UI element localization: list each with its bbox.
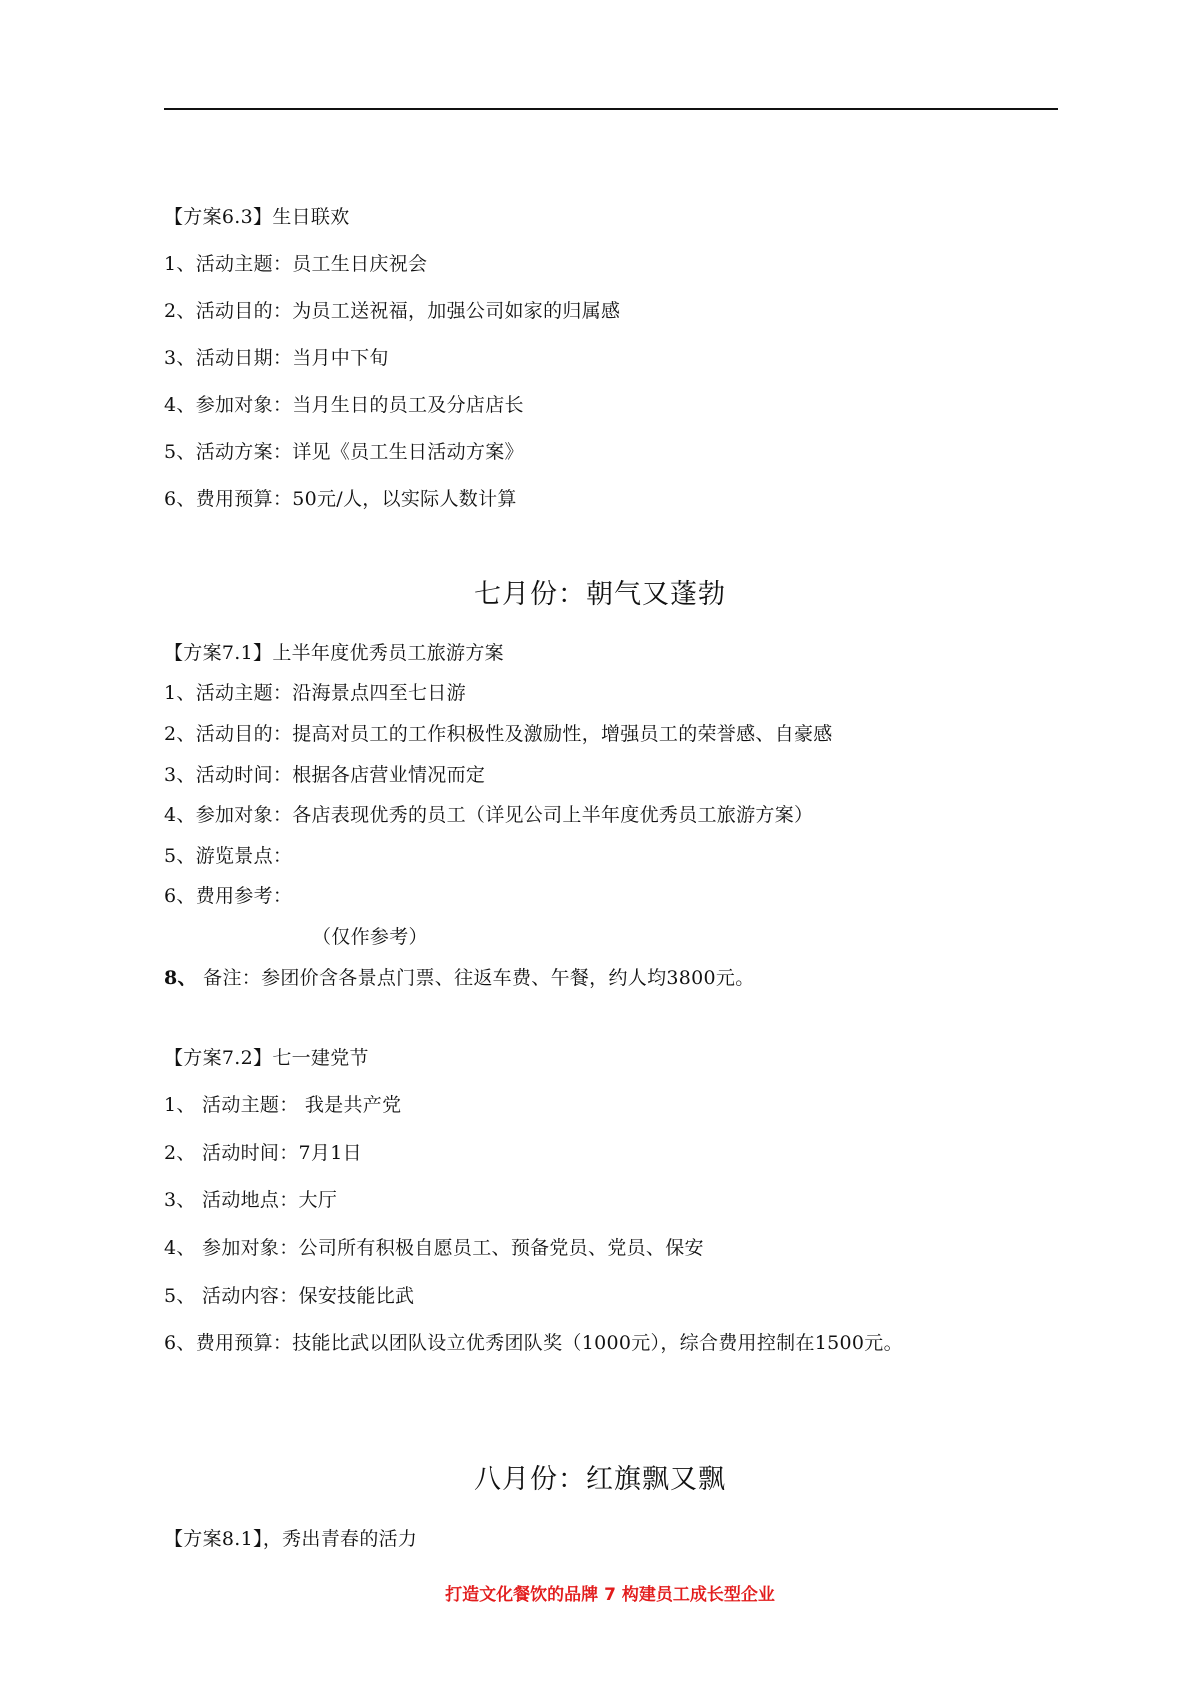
august-heading: 八月份：红旗飘又飘	[474, 1464, 726, 1495]
page-footer: 打造文化餐饮的品牌 7 构建员工成长型企业	[445, 1585, 775, 1605]
plan-7-1-reference-note: （仅作参考）	[312, 926, 428, 948]
plan-6-3-item-4: 4、参加对象：当月生日的员工及分店店长	[164, 394, 524, 416]
plan-7-2-title: 【方案7.2】七一建党节	[164, 1047, 369, 1069]
plan-7-2-item-3: 3、 活动地点：大厅	[164, 1189, 338, 1211]
plan-7-2-item-4: 4、 参加对象：公司所有积极自愿员工、预备党员、党员、保安	[164, 1237, 704, 1259]
plan-7-2-item-2: 2、 活动时间：7月1日	[164, 1142, 362, 1164]
plan-7-1-item-4: 4、参加对象：各店表现优秀的员工（详见公司上半年度优秀员工旅游方案）	[164, 804, 814, 826]
plan-7-1-item-2: 2、活动目的：提高对员工的工作积极性及激励性，增强员工的荣誉感、自豪感	[164, 723, 833, 745]
plan-7-2-item-6: 6、费用预算：技能比武以团队设立优秀团队奖（1000元），综合费用控制在1500元。	[164, 1332, 903, 1354]
plan-7-1-item-6: 6、费用参考：	[164, 885, 293, 907]
plan-6-3-item-3: 3、活动日期：当月中下旬	[164, 347, 389, 369]
plan-7-1-remark	[164, 965, 755, 991]
plan-7-1-remark-text: 备注：参团价含各景点门票、往返车费、午餐，约人均3800元。	[203, 967, 755, 989]
plan-7-2-item-1: 1、 活动主题： 我是共产党	[164, 1094, 402, 1116]
plan-6-3-item-2: 2、活动目的：为员工送祝福，加强公司如家的归属感	[164, 300, 621, 322]
july-heading: 七月份：朝气又蓬勃	[474, 579, 726, 610]
plan-8-1-title: 【方案8.1】，秀出青春的活力	[164, 1528, 418, 1550]
plan-6-3-item-1: 1、活动主题：员工生日庆祝会	[164, 253, 428, 275]
plan-6-3-item-6: 6、费用预算：50元/人，以实际人数计算	[164, 488, 517, 510]
plan-6-3-title: 【方案6.3】生日联欢	[164, 206, 350, 228]
plan-7-1-item-3: 3、活动时间：根据各店营业情况而定	[164, 764, 486, 786]
plan-7-1-title: 【方案7.1】上半年度优秀员工旅游方案	[164, 642, 504, 664]
plan-7-1-item-1: 1、活动主题：沿海景点四至七日游	[164, 682, 466, 704]
plan-7-2-item-5: 5、 活动内容：保安技能比武	[164, 1285, 415, 1307]
plan-6-3-item-5: 5、活动方案：详见《员工生日活动方案》	[164, 441, 524, 463]
header-rule	[164, 108, 1058, 110]
plan-7-1-item-5: 5、游览景点：	[164, 845, 293, 867]
plan-7-1-remark-number: 8、	[164, 967, 197, 989]
